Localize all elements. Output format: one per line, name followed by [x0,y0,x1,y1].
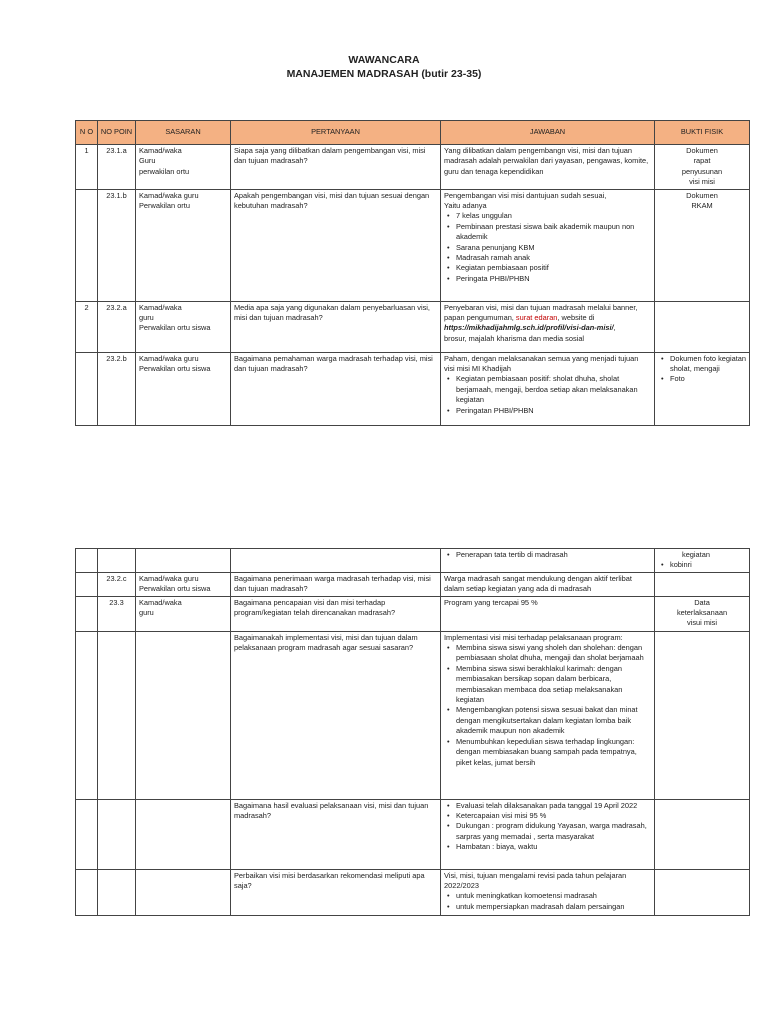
row-bukti-fisik [655,352,750,425]
row-poin: 23.1.a [98,145,136,190]
jawaban-list [444,643,651,768]
table-row [76,631,750,799]
header-jawaban: JAWABAN [441,121,655,145]
list-item: • Menumbuhkan kepedulian siswa terhadap lingkungan: dengan membiasakan buang sampah pada tempatnya, piket kelas, jumat bersih [456,737,651,768]
list-item: • Madrasah ramah anak [456,253,651,263]
row-sasaran: Kamad/waka guru [136,596,231,631]
list-item: • Ketercapaian visi misi 95 % [456,811,651,821]
table-row [76,572,750,596]
list-item: • Peringata PHBI/PHBN [456,274,651,284]
table-row [76,799,750,869]
list-item: • Penerapan tata tertib di madrasah [456,550,651,560]
website-link[interactable]: https://mikhadijahmlg.sch.id/profil/visi-dan-misi/ [444,323,614,333]
row-sasaran: Kamad/waka guru Perwakilan ortu siswa [136,301,231,352]
list-item: • Dukungan : program didukung Yayasan, warga madrasah, sarpras yang memadai , serta masyarakat [456,821,651,842]
table-row [76,352,750,425]
list-item: • Membina siswa siswi yang sholeh dan sholehan: dengan pembiasaan sholat dhuha, mengaji dan sholat berjamaah [456,643,651,664]
row-poin: 23.1.b [98,189,136,301]
interview-table-1 [75,120,750,426]
jawaban-list [444,891,651,912]
row-pertanyaan: Bagaimana hasil evaluasi pelaksanaan visi, misi dan tujuan madrasah? [231,799,441,869]
row-poin: 23.3 [98,596,136,631]
row-jawaban: Yang dilibatkan dalam pengembangn visi, misi dan tujuan madrasah adalah perwakilan dari yayasan, pengawas, komite, guru dan tenaga kependidikan [441,145,655,190]
row-number: 1 [76,145,98,190]
row-jawaban: Penyebaran visi, misi dan tujuan madrasah melalui banner, papan pengumuman, surat edaran, website di https://mikhadijahmlg.sch.id/profil/visi-dan-misi/, brosur, majalah kharisma dan media sosial [441,301,655,352]
row-jawaban [441,799,655,869]
row-bukti-fisik: Data keterlaksanaan visui misi [655,596,750,631]
table-row [76,869,750,915]
list-item: • Kegiatan pembiasaan positif: sholat dhuha, sholat berjamaah, mengaji, berdoa setiap akan melaksanakan kegiatan [456,374,651,405]
list-item: • untuk meningkatkan komoetensi madrasah [456,891,651,901]
row-number: 2 [76,301,98,352]
interview-table-2 [75,548,750,916]
table-row [76,189,750,301]
list-item: • Hambatan : biaya, waktu [456,842,651,852]
row-bukti-fisik: Dokumen RKAM [655,189,750,301]
row-pertanyaan: Bagaimana penerimaan warga madrasah terhadap visi, misi dan tujuan madrasah? [231,572,441,596]
surat-edaran-text: surat edaran [515,313,558,323]
row-bukti-fisik: kegiatan • kobinri [655,549,750,573]
row-number [76,189,98,301]
bukti-list [658,560,746,570]
row-sasaran: Kamad/waka Guru perwakilan ortu [136,145,231,190]
list-item: • Foto [670,374,746,384]
row-pertanyaan: Media apa saja yang digunakan dalam penyebarluasan visi, misi dan tujuan madrasah? [231,301,441,352]
row-jawaban: Program yang tercapai 95 % [441,596,655,631]
row-poin: 23.2.a [98,301,136,352]
row-sasaran: Kamad/waka guru Perwakilan ortu [136,189,231,301]
row-pertanyaan: Perbaikan visi misi berdasarkan rekomendasi meliputi apa saja? [231,869,441,915]
list-item: • 7 kelas unggulan [456,211,651,221]
row-jawaban: Paham, dengan melaksanakan semua yang menjadi tujuan visi misi MI Khadijah • Kegiatan pembiasaan positif: sholat dhuha, sholat berjamaah, mengaji, berdoa setiap akan melaksanakan kegiatan • Peringatan PHBI/PHBN [441,352,655,425]
row-pertanyaan: Siapa saja yang dilibatkan dalam pengembangan visi, misi dan tujuan madrasah? [231,145,441,190]
table-row [76,596,750,631]
row-number [76,352,98,425]
document-title: WAWANCARA [348,54,420,66]
list-item: • Sarana penunjang KBM [456,243,651,253]
header-sasaran: SASARAN [136,121,231,145]
row-jawaban: Implementasi visi misi terhadap pelaksanaan program: • Membina siswa siswi yang sholeh dan sholehan: dengan pembiasaan sholat dhuha, mengaji dan sholat berjamaah • Membina siswa siswi berakhlakul karimah: dengan membiasakan bersikap sopan dalam berbicara, membiasakan membaca doa setiap melaksanakan kegiatan • Mengembangkan potensi siswa sesuai bakat dan minat dengan mengikutsertakan dalam kegiatan lomba baik akademik maupun non akademik • Menumbuhkan kepedulian siswa terhadap lingkungan: dengan membiasakan buang sampah pada tempatnya, piket kelas, jumat bersih [441,631,655,799]
row-jawaban: Warga madrasah sangat mendukung dengan aktif terlibat dalam setiap kegiatan yang ada di madrasah [441,572,655,596]
row-bukti-fisik [655,301,750,352]
list-item: • Dokumen foto kegiatan sholat, mengaji [670,354,746,375]
list-item: • Kegiatan pembiasaan positif [456,263,651,273]
header-no-poin: NO POIN [98,121,136,145]
row-pertanyaan: Bagaimana pemahaman warga madrasah terhadap visi, misi dan tujuan madrasah? [231,352,441,425]
table-row [76,549,750,573]
list-item: • Evaluasi telah dilaksanakan pada tanggal 19 April 2022 [456,801,651,811]
table-header-row [76,121,750,145]
document-subtitle: MANAJEMEN MADRASAH (butir 23-35) [286,68,482,80]
jawaban-list [444,374,651,416]
list-item: • Mengembangkan potensi siswa sesuai bakat dan minat dengan mengikutsertakan dalam kegiatan lomba baik akademik maupun non akademik [456,705,651,736]
list-item: • Pembinaan prestasi siswa baik akademik maupun non akademik [456,222,651,243]
list-item: • Peringatan PHBI/PHBN [456,406,651,416]
jawaban-list [444,211,651,284]
header-bukti-fisik: BUKTI FISIK [655,121,750,145]
list-item: • kobinri [670,560,746,570]
header-no: N O [76,121,98,145]
row-pertanyaan: Bagaimana pencapaian visi dan misi terhadap program/kegiatan telah direncanakan madrasah? [231,596,441,631]
row-jawaban: Visi, misi, tujuan mengalami revisi pada tahun pelajaran 2022/2023 • untuk meningkatkan komoetensi madrasah • untuk mempersiapkan madrasah dalam persaingan [441,869,655,915]
row-pertanyaan: Bagaimanakah implementasi visi, misi dan tujuan dalam pelaksanaan program madrasah agar sesuai sasaran? [231,631,441,799]
row-poin: 23.2.b [98,352,136,425]
list-item: • untuk mempersiapkan madrasah dalam persaingan [456,902,651,912]
jawaban-list [444,801,651,853]
row-jawaban: Pengembangan visi misi dantujuan sudah sesuai, Yaitu adanya • 7 kelas unggulan • Pembinaan prestasi siswa baik akademik maupun non akademik • Sarana penunjang KBM • Madrasah ramah anak • Kegiatan pembiasaan positif • Peringata PHBI/PHBN [441,189,655,301]
table-row [76,301,750,352]
bukti-list [658,354,746,385]
jawaban-list [444,550,651,560]
row-poin: 23.2.c [98,572,136,596]
row-jawaban [441,549,655,573]
table-row [76,145,750,190]
row-sasaran: Kamad/waka guru Perwakilan ortu siswa [136,352,231,425]
list-item: • Membina siswa siswi berakhlakul karimah: dengan membiasakan bersikap sopan dalam berbicara, membiasakan membaca doa setiap melaksanakan kegiatan [456,664,651,706]
row-bukti-fisik: Dokumen rapat penyusunan visi misi [655,145,750,190]
row-pertanyaan: Apakah pengembangan visi, misi dan tujuan sesuai dengan kebutuhan madrasah? [231,189,441,301]
header-pertanyaan: PERTANYAAN [231,121,441,145]
row-sasaran: Kamad/waka guru Perwakilan ortu siswa [136,572,231,596]
